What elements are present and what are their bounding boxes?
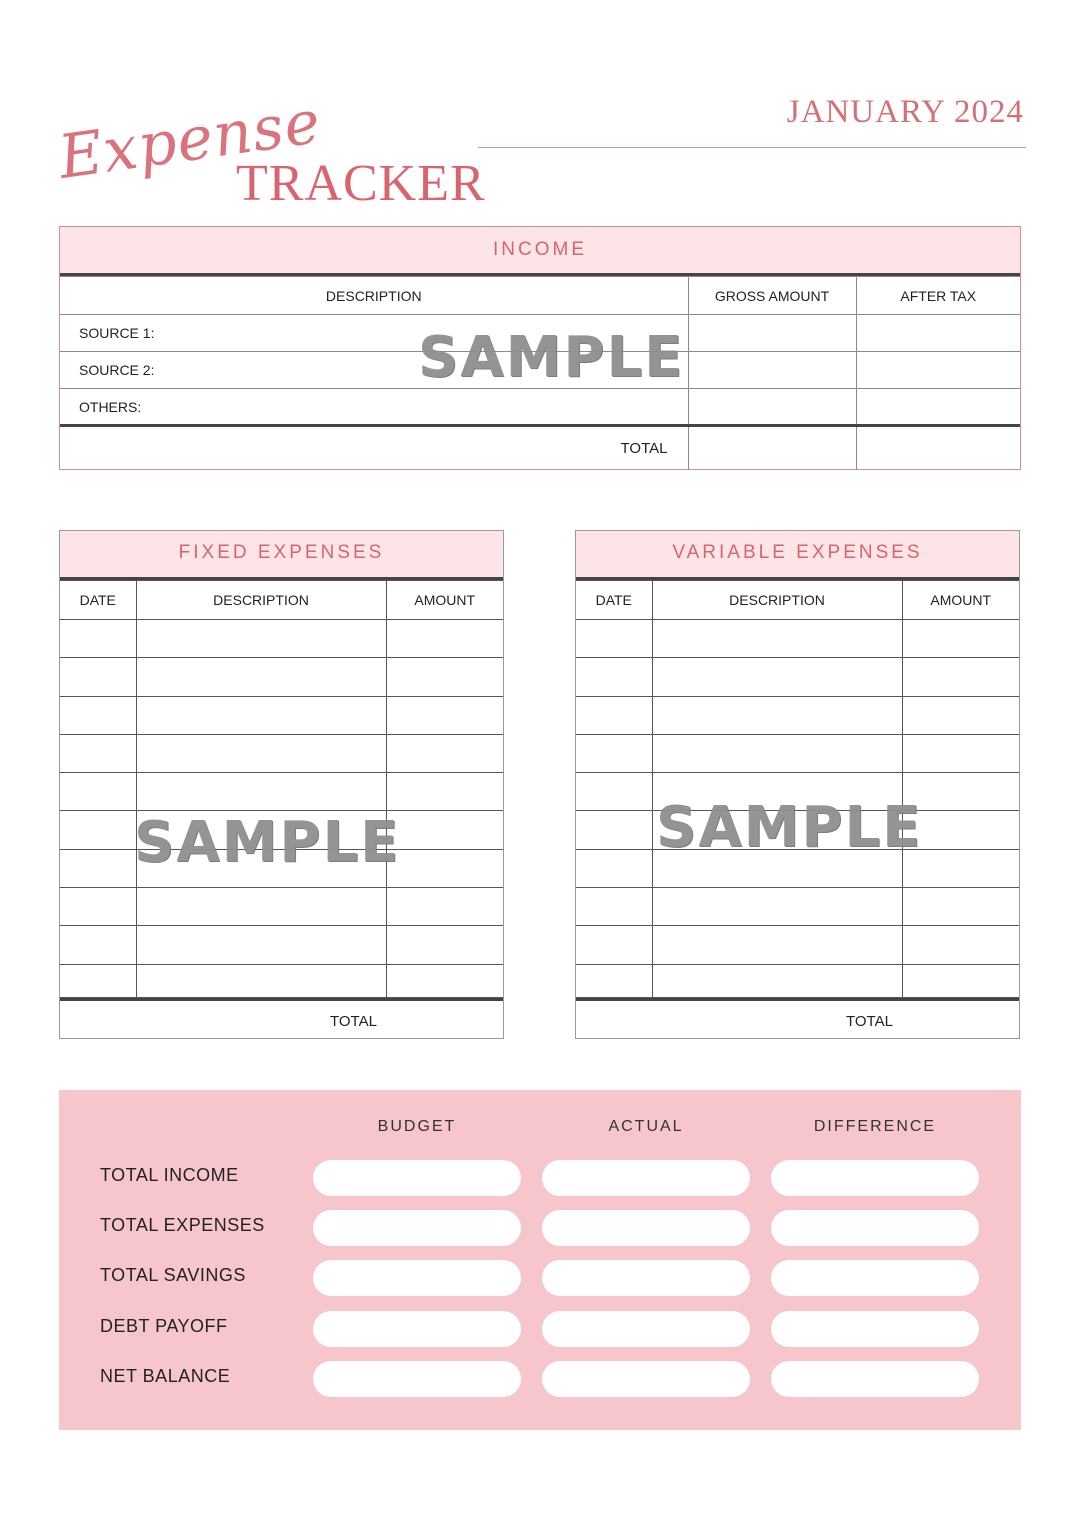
income-gross-cell[interactable] (688, 315, 856, 352)
variable-amount-cell[interactable] (902, 658, 1019, 696)
summary-actual-field[interactable] (542, 1361, 750, 1397)
fixed-date-cell[interactable] (60, 964, 136, 997)
variable-amount-cell[interactable] (902, 734, 1019, 772)
income-total-label: TOTAL (60, 426, 688, 470)
header-divider (478, 147, 1026, 148)
variable-date-cell[interactable] (576, 620, 652, 658)
fixed-expenses-rows (60, 620, 503, 998)
variable-date-cell[interactable] (576, 696, 652, 734)
fixed-description-cell[interactable] (136, 926, 386, 964)
fixed-description-cell[interactable] (136, 658, 386, 696)
fixed-amount-cell[interactable] (386, 849, 503, 887)
summary-budget-field[interactable] (313, 1311, 521, 1347)
variable-col-description: DESCRIPTION (652, 581, 902, 620)
variable-date-cell[interactable] (576, 773, 652, 811)
variable-expense-row (576, 620, 1019, 658)
fixed-amount-cell[interactable] (386, 964, 503, 997)
fixed-amount-cell[interactable] (386, 926, 503, 964)
variable-description-cell[interactable] (652, 620, 902, 658)
fixed-expense-row (60, 658, 503, 696)
variable-total-bar (576, 998, 1019, 1038)
fixed-total-label: TOTAL (330, 1013, 377, 1030)
fixed-amount-cell[interactable] (386, 811, 503, 849)
fixed-expense-row (60, 964, 503, 997)
variable-amount-cell[interactable] (902, 620, 1019, 658)
summary-budget-field[interactable] (313, 1260, 521, 1296)
income-gross-cell[interactable] (688, 389, 856, 426)
summary-difference-field[interactable] (771, 1361, 979, 1397)
variable-description-cell[interactable] (652, 658, 902, 696)
summary-difference-field[interactable] (771, 1210, 979, 1246)
tracker-title: TRACKER (236, 155, 486, 212)
fixed-col-amount: AMOUNT (386, 581, 503, 620)
variable-description-cell[interactable] (652, 964, 902, 997)
fixed-col-description: DESCRIPTION (136, 581, 386, 620)
income-row-source-1: SOURCE 1: (60, 315, 688, 352)
variable-date-cell[interactable] (576, 849, 652, 887)
summary-budget-field[interactable] (313, 1160, 521, 1196)
sample-watermark: SAMPLE (418, 325, 685, 390)
summary-budget-field[interactable] (313, 1210, 521, 1246)
summary-difference-field[interactable] (771, 1311, 979, 1347)
variable-date-cell[interactable] (576, 964, 652, 997)
fixed-amount-cell[interactable] (386, 696, 503, 734)
summary-col-actual: ACTUAL (608, 1118, 684, 1135)
income-after-tax-cell[interactable] (856, 389, 1020, 426)
fixed-description-cell[interactable] (136, 773, 386, 811)
income-total-after-tax-cell[interactable] (856, 426, 1020, 470)
summary-actual-field[interactable] (542, 1260, 750, 1296)
variable-date-cell[interactable] (576, 888, 652, 926)
income-row-source-2: SOURCE 2: (60, 352, 688, 389)
variable-description-cell[interactable] (652, 696, 902, 734)
income-col-after-tax: AFTER TAX (856, 277, 1020, 315)
variable-col-date: DATE (576, 581, 652, 620)
summary-actual-field[interactable] (542, 1160, 750, 1196)
summary-budget-field[interactable] (313, 1361, 521, 1397)
income-gross-cell[interactable] (688, 352, 856, 389)
summary-row-label: TOTAL EXPENSES (100, 1215, 265, 1235)
variable-expense-row (576, 964, 1019, 997)
sample-watermark: SAMPLE (656, 795, 923, 860)
summary-actual-field[interactable] (542, 1311, 750, 1347)
fixed-amount-cell[interactable] (386, 658, 503, 696)
summary-difference-field[interactable] (771, 1260, 979, 1296)
fixed-date-cell[interactable] (60, 773, 136, 811)
variable-amount-cell[interactable] (902, 926, 1019, 964)
fixed-date-cell[interactable] (60, 734, 136, 772)
variable-expenses-table (575, 530, 1020, 1039)
fixed-expenses-table (59, 530, 504, 1039)
variable-expenses-title: VARIABLE EXPENSES (576, 531, 1019, 580)
fixed-expense-row (60, 734, 503, 772)
fixed-expense-row (60, 696, 503, 734)
variable-total-label: TOTAL (846, 1013, 893, 1030)
variable-expense-row (576, 888, 1019, 926)
fixed-date-cell[interactable] (60, 620, 136, 658)
summary-difference-field[interactable] (771, 1160, 979, 1196)
fixed-expenses-title: FIXED EXPENSES (60, 531, 503, 580)
fixed-date-cell[interactable] (60, 658, 136, 696)
fixed-expense-row (60, 620, 503, 658)
variable-expense-row (576, 658, 1019, 696)
summary-panel (59, 1090, 1021, 1430)
fixed-description-cell[interactable] (136, 620, 386, 658)
variable-expense-row (576, 696, 1019, 734)
summary-col-budget: BUDGET (377, 1118, 457, 1135)
variable-date-cell[interactable] (576, 926, 652, 964)
fixed-expense-row (60, 926, 503, 964)
income-col-gross-amount: GROSS AMOUNT (688, 277, 856, 315)
expense-script-title: Expense (54, 87, 326, 193)
variable-date-cell[interactable] (576, 658, 652, 696)
variable-date-cell[interactable] (576, 734, 652, 772)
summary-col-difference: DIFFERENCE (813, 1118, 937, 1135)
fixed-amount-cell[interactable] (386, 734, 503, 772)
fixed-date-cell[interactable] (60, 696, 136, 734)
income-title: INCOME (60, 227, 1020, 276)
fixed-description-cell[interactable] (136, 888, 386, 926)
summary-row-label: DEBT PAYOFF (100, 1316, 228, 1336)
variable-amount-cell[interactable] (902, 888, 1019, 926)
variable-date-cell[interactable] (576, 811, 652, 849)
variable-amount-cell[interactable] (902, 964, 1019, 997)
sample-watermark: SAMPLE (134, 810, 401, 875)
summary-actual-field[interactable] (542, 1210, 750, 1246)
summary-row-label: TOTAL INCOME (100, 1165, 239, 1185)
variable-description-cell[interactable] (652, 926, 902, 964)
income-total-gross-cell[interactable] (688, 426, 856, 470)
fixed-date-cell[interactable] (60, 849, 136, 887)
fixed-date-cell[interactable] (60, 888, 136, 926)
variable-description-cell[interactable] (652, 734, 902, 772)
fixed-total-bar (60, 998, 503, 1038)
fixed-description-cell[interactable] (136, 734, 386, 772)
fixed-date-cell[interactable] (60, 926, 136, 964)
variable-expense-row (576, 734, 1019, 772)
month-label: JANUARY 2024 (786, 94, 1024, 130)
variable-amount-cell[interactable] (902, 696, 1019, 734)
summary-row-label: NET BALANCE (100, 1366, 231, 1386)
income-col-description: DESCRIPTION (60, 277, 688, 315)
fixed-expenses-grid (60, 580, 503, 998)
fixed-expense-row (60, 773, 503, 811)
fixed-amount-cell[interactable] (386, 888, 503, 926)
fixed-expense-row (60, 888, 503, 926)
fixed-amount-cell[interactable] (386, 620, 503, 658)
fixed-description-cell[interactable] (136, 964, 386, 997)
variable-expenses-grid (576, 580, 1019, 998)
income-after-tax-cell[interactable] (856, 315, 1020, 352)
variable-description-cell[interactable] (652, 888, 902, 926)
variable-expense-row (576, 926, 1019, 964)
fixed-description-cell[interactable] (136, 696, 386, 734)
income-after-tax-cell[interactable] (856, 352, 1020, 389)
fixed-amount-cell[interactable] (386, 773, 503, 811)
fixed-col-date: DATE (60, 581, 136, 620)
summary-row-label: TOTAL SAVINGS (100, 1265, 246, 1285)
variable-col-amount: AMOUNT (902, 581, 1019, 620)
fixed-date-cell[interactable] (60, 811, 136, 849)
income-row-others: OTHERS: (60, 389, 688, 426)
